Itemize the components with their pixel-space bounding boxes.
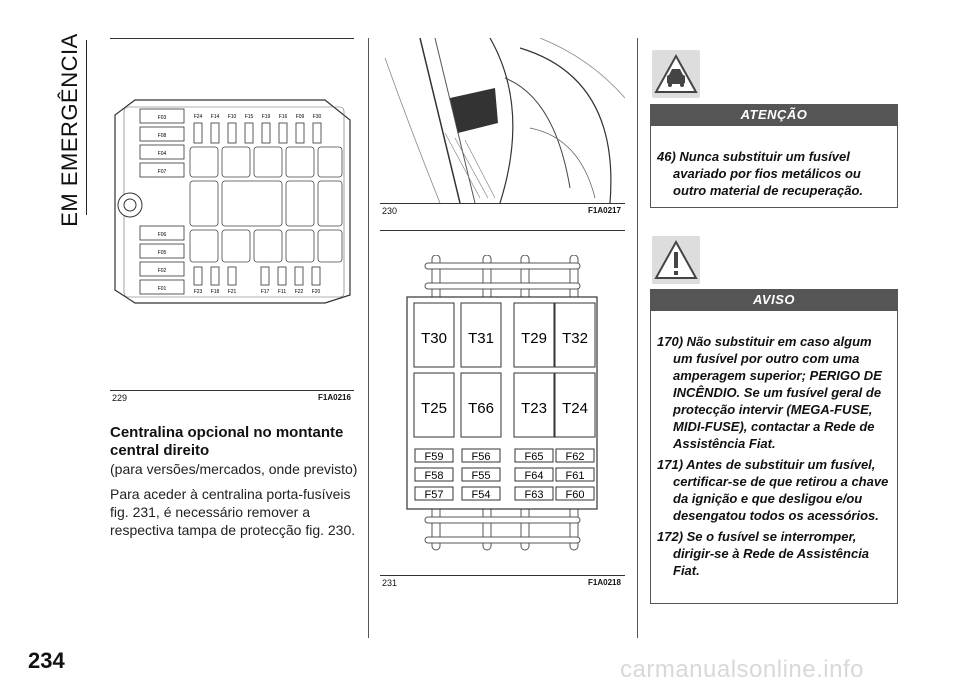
- car-warning-icon: [652, 50, 700, 98]
- relay-block: [318, 181, 342, 226]
- figure-number: 229: [112, 393, 128, 403]
- fuse-F62: [556, 449, 594, 463]
- svg-text:F65: F65: [524, 451, 544, 463]
- relay-block: [318, 230, 342, 262]
- fuse-box-diagram-229: [110, 95, 355, 310]
- svg-text:F10: F10: [227, 114, 237, 120]
- fuse-F20: [312, 267, 321, 295]
- svg-text:F02: F02: [157, 268, 167, 274]
- svg-text:F15: F15: [244, 114, 254, 120]
- notice-item: 171) Antes de substituir um fusível, certificar-se de que retirou a chave da ignição e que desligou e/ou desengatou todos os acessórios.: [657, 457, 889, 523]
- svg-text:F14: F14: [210, 114, 220, 120]
- fuse-F64: [515, 468, 553, 482]
- relay-T30: [414, 303, 454, 367]
- svg-text:T23: T23: [521, 400, 547, 417]
- figure-code: F1A0217: [588, 206, 621, 215]
- relay-block: [190, 181, 218, 226]
- frame-rail: [425, 537, 580, 543]
- attention-box: [650, 126, 898, 208]
- svg-text:F03: F03: [157, 115, 167, 121]
- page-number: 234: [28, 648, 65, 673]
- watermark: carmanualsonline.info: [620, 656, 864, 683]
- fuse-F16: [279, 114, 288, 143]
- exclamation-icon: [652, 236, 700, 284]
- svg-text:F60: F60: [565, 489, 585, 501]
- svg-text:F61: F61: [565, 470, 585, 482]
- fuse-F61: [556, 468, 594, 482]
- svg-text:T31: T31: [468, 330, 494, 347]
- attention-item: 46) Nunca substituir um fusível avariado por fios metálicos ou outro material de recuperação.: [657, 149, 864, 198]
- svg-text:F24: F24: [193, 114, 203, 120]
- fuse-F19: [262, 114, 271, 143]
- fuse-F03: [140, 109, 184, 123]
- fuse-F14: [211, 114, 220, 143]
- svg-text:F19: F19: [261, 114, 271, 120]
- figure-caption-rule: [380, 575, 625, 576]
- notice-item: 172) Se o fusível se interromper, dirigir-se à Rede de Assistência Fiat.: [657, 529, 870, 578]
- relay-T25: [414, 373, 454, 437]
- figure-caption-rule: [380, 203, 625, 204]
- frame-rail: [425, 283, 580, 289]
- fuse-F56: [462, 449, 500, 463]
- relay-T24: [555, 373, 595, 437]
- relay-block: [190, 147, 218, 177]
- figure-code: F1A0218: [588, 578, 621, 587]
- svg-text:F21: F21: [227, 289, 237, 295]
- svg-text:T30: T30: [421, 330, 447, 347]
- relay-block: [254, 147, 282, 177]
- svg-text:T25: T25: [421, 400, 447, 417]
- fuse-F15: [245, 114, 254, 143]
- fuse-F07: [140, 163, 184, 177]
- fuse-F63: [515, 487, 553, 501]
- notice-item: 170) Não substituir em caso algum um fusível por outro com uma amperagem superior; PERIGO DE INCÊNDIO. Se um fusível geral de protecção intervir (MEGA-FUSE, MIDI-FUSE), contactar a Rede de Assistência Fiat.: [657, 334, 882, 451]
- fuse-F24: [194, 114, 203, 143]
- figure-top-rule: [380, 230, 625, 231]
- svg-text:F18: F18: [210, 289, 220, 295]
- fuse-F10: [228, 114, 237, 143]
- svg-text:F64: F64: [524, 470, 544, 482]
- relay-block: [286, 230, 314, 262]
- svg-text:F62: F62: [565, 451, 585, 463]
- fuse-F65: [515, 449, 553, 463]
- svg-text:F63: F63: [524, 489, 544, 501]
- svg-text:F20: F20: [311, 289, 321, 295]
- fuse-F21: [228, 267, 237, 295]
- fuse-F09: [296, 114, 305, 143]
- svg-text:T29: T29: [521, 330, 547, 347]
- relay-block: [254, 230, 282, 262]
- fuse-F22: [295, 267, 304, 295]
- fuse-F04: [140, 145, 184, 159]
- relay-block: [318, 147, 342, 177]
- fuse-F01: [140, 280, 184, 294]
- fuse-F60: [556, 487, 594, 501]
- relay-T66: [461, 373, 501, 437]
- column-divider: [368, 38, 369, 638]
- relay-T23: [514, 373, 554, 437]
- notice-banner: AVISO: [650, 289, 898, 311]
- relay-block: [286, 181, 314, 226]
- column-divider: [637, 38, 638, 638]
- svg-text:F54: F54: [471, 489, 491, 501]
- relay-block: [190, 230, 218, 262]
- relay-T32: [555, 303, 595, 367]
- relay-T29: [514, 303, 554, 367]
- fuse-F11: [278, 267, 286, 295]
- fuse-F54: [462, 487, 500, 501]
- fuse-F17: [261, 267, 270, 295]
- svg-text:T24: T24: [562, 400, 588, 417]
- notice-box: [650, 311, 898, 604]
- attention-banner: ATENÇÃO: [650, 104, 898, 126]
- photo-illustration-230: [380, 38, 625, 203]
- svg-text:F06: F06: [157, 232, 167, 238]
- svg-text:F05: F05: [157, 250, 167, 256]
- svg-text:F01: F01: [157, 286, 167, 292]
- frame-rail: [425, 517, 580, 523]
- frame-rail: [425, 263, 580, 269]
- fuse-F05: [140, 244, 184, 258]
- fuse-F06: [140, 226, 184, 240]
- svg-text:F11: F11: [277, 289, 287, 295]
- fuse-F59: [415, 449, 453, 463]
- svg-text:F16: F16: [278, 114, 288, 120]
- svg-text:F30: F30: [312, 114, 322, 120]
- fuse-F58: [415, 468, 453, 482]
- svg-text:F57: F57: [424, 489, 444, 501]
- figure-number: 231: [382, 578, 398, 588]
- fuse-F30: [313, 114, 322, 143]
- fuse-F55: [462, 468, 500, 482]
- fuse-F23: [194, 267, 203, 295]
- svg-text:T66: T66: [468, 400, 494, 417]
- body-paragraph: Para aceder à centralina porta-fusíveis fig. 231, é necessário remover a respectiva tampa de protecção fig. 230.: [110, 486, 356, 538]
- svg-text:T32: T32: [562, 330, 588, 347]
- svg-text:F55: F55: [471, 470, 491, 482]
- relay-block: [286, 147, 314, 177]
- svg-text:F07: F07: [157, 169, 167, 175]
- title-rule: [86, 40, 87, 215]
- svg-text:F58: F58: [424, 470, 444, 482]
- svg-text:F17: F17: [260, 289, 270, 295]
- svg-text:F59: F59: [424, 451, 444, 463]
- fuse-F57: [415, 487, 453, 501]
- figure-caption-rule: [110, 390, 354, 391]
- svg-text:F04: F04: [157, 151, 167, 157]
- svg-text:F22: F22: [294, 289, 304, 295]
- svg-text:F09: F09: [295, 114, 305, 120]
- fuse-box-diagram-231: [395, 255, 610, 555]
- figure-top-rule: [110, 38, 354, 39]
- fuse-F02: [140, 262, 184, 276]
- section-heading: Centralina opcional no montante central direito: [110, 424, 344, 459]
- fuse-F08: [140, 127, 184, 141]
- section-title: EM EMERGÊNCIA: [57, 33, 82, 227]
- svg-text:F56: F56: [471, 451, 491, 463]
- relay-block: [222, 230, 250, 262]
- relay-block: [222, 181, 282, 226]
- fuse-F18: [211, 267, 220, 295]
- section-subheading: (para versões/mercados, onde previsto): [110, 461, 358, 477]
- relay-block: [222, 147, 250, 177]
- svg-text:F08: F08: [157, 133, 167, 139]
- figure-number: 230: [382, 206, 398, 216]
- relay-T31: [461, 303, 501, 367]
- svg-text:F23: F23: [193, 289, 203, 295]
- figure-code: F1A0216: [318, 393, 351, 402]
